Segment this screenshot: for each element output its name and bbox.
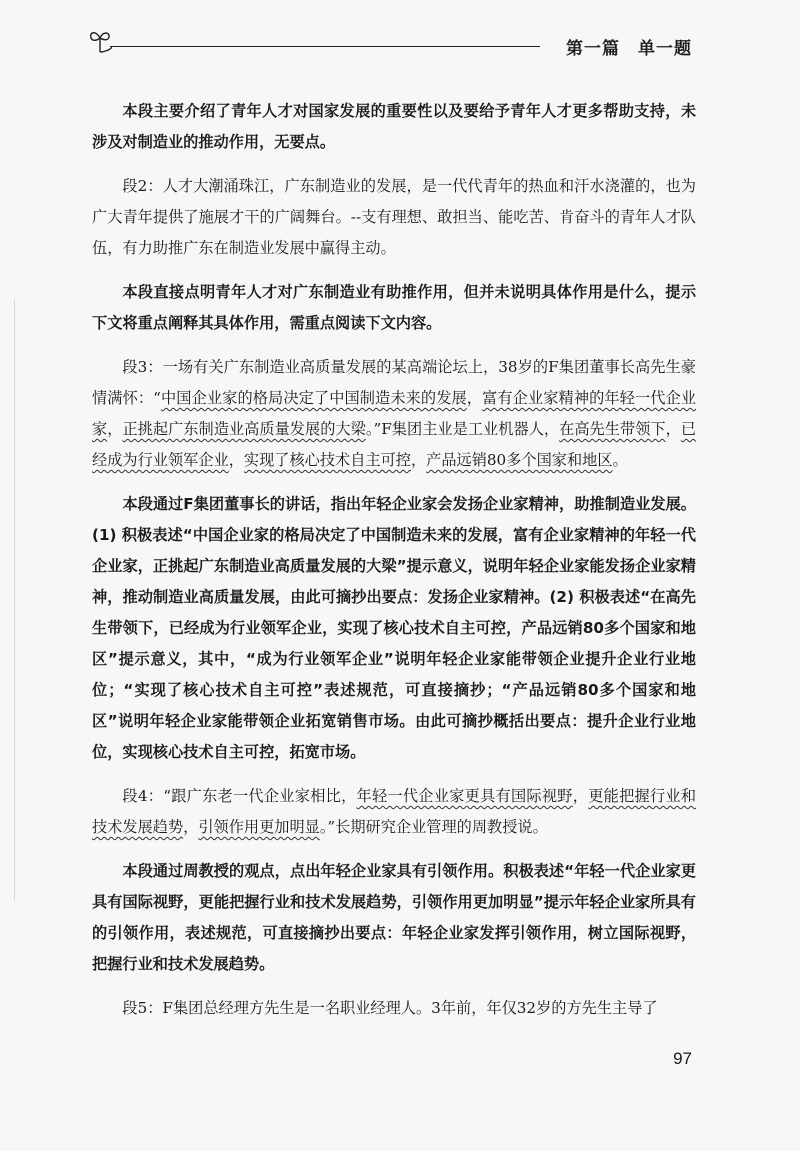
sprout-icon	[88, 28, 112, 54]
text-segment: 本段直接点明青年人才对广东制造业有助推作用，但并未说明具体作用是什么，提示下文将重点阐释其具体作用，需重点阅读下文内容。	[92, 283, 696, 332]
header-title: 第一篇 单一题	[566, 39, 692, 59]
page-header	[88, 28, 692, 62]
underlined-phrase: 产品远销80多个国家和地区	[426, 451, 613, 469]
text-segment: 。”F集团主业是工业机器人，	[365, 420, 560, 438]
text-segment: 本段主要介绍了青年人才对国家发展的重要性以及要给予青年人才更多帮助支持，未涉及对制造业的推动作用，无要点。	[92, 102, 696, 151]
underlined-phrase: 中国企业家的格局决定了中国制造未来的发展	[160, 389, 467, 407]
underlined-phrase: 更能把握行业和技术发展趋势	[92, 787, 697, 836]
text-segment: ，	[228, 451, 244, 469]
text-segment: ，	[572, 787, 589, 805]
analysis-paragraph	[92, 489, 696, 768]
page-crease	[14, 300, 15, 900]
text-segment: ，	[107, 420, 123, 438]
quoted-paragraph	[92, 171, 696, 264]
analysis-paragraph	[92, 856, 696, 980]
text-segment: 本段通过周教授的观点，点出年轻企业家具有引领作用。积极表述“年轻一代企业家更具有国际视野，更能把握行业和技术发展趋势，引领作用更加明显”提示年轻企业家所具有的引领作用，表述规范，可直接摘抄出要点：年轻企业家发挥引领作用，树立国际视野，把握行业和技术发展趋势。	[92, 862, 696, 973]
text-segment: 本段通过F集团董事长的讲话，指出年轻企业家会发扬企业家精神，助推制造业发展。(1) 积极表述“中国企业家的格局决定了中国制造未来的发展，富有企业家精神的年轻一代企业家，正挑起广东制造业高质量发展的大梁”提示意义，说明年轻企业家能发扬企业家精神，推动制造业高质量发展，由此可摘抄出要点：发扬企业家精神。(2) 积极表述“在高先生带领下，已经成为行业领军企业，实现了核心技术自主可控，产品远销80多个国家和地区”提示意义，其中，“成为行业领军企业”说明年轻企业家能带领企业提升企业行业地位；“实现了核心技术自主可控”表述规范，可直接摘抄；“产品远销80多个国家和地区”说明年轻企业家能带领企业拓宽销售市场。由此可摘抄概括出要点：提升企业行业地位，实现核心技术自主可控，拓宽市场。	[92, 495, 696, 761]
underlined-phrase: 已经成为行业领军企业	[92, 420, 697, 469]
header-rule	[110, 46, 540, 47]
underlined-phrase: 实现了核心技术自主可控	[243, 451, 411, 469]
analysis-paragraph	[92, 277, 696, 339]
text-segment: 。”长期研究企业管理的周教授说。	[319, 818, 548, 836]
text-segment: 段3：一场有关广东制造业高质量发展的某高端论坛上，38岁的F集团董事长高先生豪情满怀：“	[92, 358, 696, 407]
quoted-paragraph	[92, 993, 696, 1024]
underlined-phrase: 引领作用更加明显	[198, 818, 320, 836]
text-segment: ，	[665, 420, 681, 438]
quoted-paragraph	[92, 781, 696, 843]
text-segment: ，	[410, 451, 427, 469]
text-segment: ，	[183, 818, 199, 836]
quoted-paragraph	[92, 352, 696, 476]
underlined-phrase: 年轻一代企业家更具有国际视野	[356, 787, 573, 805]
underlined-phrase: 在高先生带领下	[559, 420, 666, 438]
text-segment: 段2：人才大潮涌珠江，广东制造业的发展，是一代代青年的热血和汗水浇灌的，也为广大青年提供了施展才干的广阔舞台。--支有理想、敢担当、能吃苦、肯奋斗的青年人才队伍，有力助推广东在制造业发展中赢得主动。	[92, 177, 696, 257]
text-segment: 段5：F集团总经理方先生是一名职业经理人。3年前，年仅32岁的方先生主导了	[122, 999, 658, 1017]
underlined-phrase: 富有企业家精神的年轻一代企业家	[92, 389, 697, 438]
underlined-phrase: 正挑起广东制造业高质量发展的大梁	[122, 420, 366, 438]
analysis-paragraph	[92, 96, 696, 158]
text-segment: 。	[612, 451, 628, 469]
text-segment: ，	[466, 389, 483, 407]
text-segment: 段4：“跟广东老一代企业家相比，	[122, 787, 357, 805]
page-body	[92, 96, 696, 1037]
page-number: 97	[673, 1049, 692, 1068]
